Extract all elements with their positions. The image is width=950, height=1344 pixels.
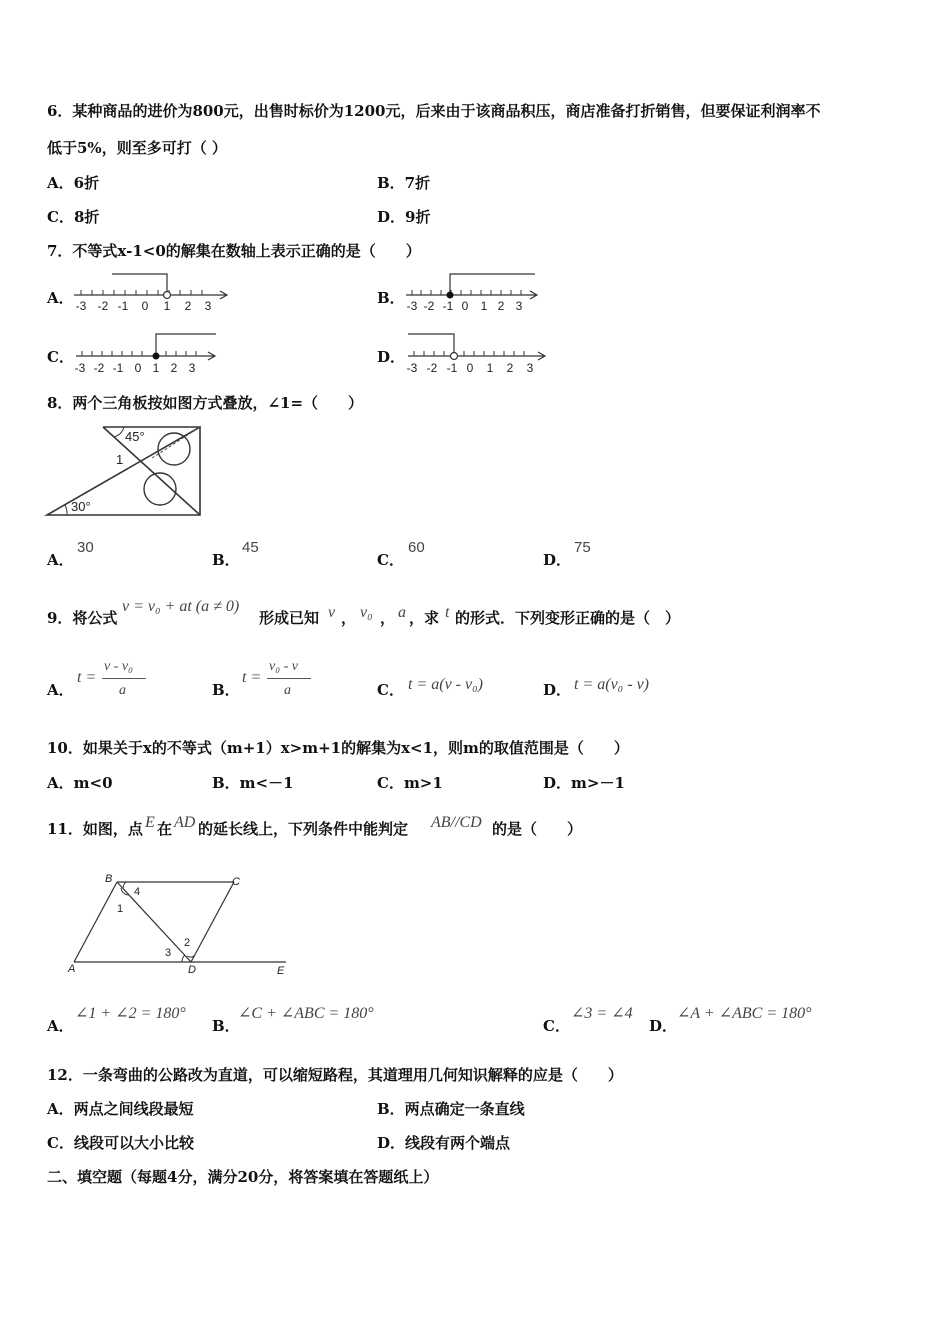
q8-label-a[interactable]: A．	[47, 551, 74, 569]
q9-stem-a: 9．将公式	[47, 609, 118, 627]
tick: -3	[406, 361, 418, 375]
q11-option-d[interactable]: ∠A + ∠ABC = 180°	[677, 1005, 812, 1022]
q12-stem: 12．一条弯曲的公路改为直道，可以缩短路程，其道理用几何知识解释的应是（ ）	[47, 1066, 623, 1084]
q11-parallelogram-figure	[62, 868, 292, 980]
q8-angle-45: 45°	[125, 429, 145, 444]
tick: 3	[515, 299, 523, 313]
q9-option-b-den[interactable]: a	[284, 683, 291, 698]
q7-label-c[interactable]: C．	[47, 348, 74, 366]
q9-label-a[interactable]: A．	[47, 681, 74, 699]
q7-number-line-b[interactable]	[402, 268, 552, 318]
tick: -2	[97, 299, 109, 313]
tick: -3	[74, 361, 86, 375]
q10-option-d[interactable]: D．m>－1	[543, 774, 625, 792]
tick: 0	[466, 361, 474, 375]
tick: 3	[204, 299, 212, 313]
q7-label-d[interactable]: D．	[377, 348, 406, 366]
q10-stem: 10．如果关于x的不等式（m+1）x>m+1的解集为x<1，则m的取值范围是（ ）	[47, 739, 629, 757]
q11-var-ab-cd: AB//CD	[431, 814, 482, 831]
section-2-heading: 二、填空题（每题4分，满分20分，将答案填在答题纸上）	[47, 1168, 439, 1186]
q12-option-a[interactable]: A．两点之间线段最短	[47, 1100, 194, 1118]
q11-option-b[interactable]: ∠C + ∠ABC = 180°	[238, 1005, 374, 1022]
q11-label-b[interactable]: B．	[212, 1017, 240, 1035]
tick: 1	[480, 299, 488, 313]
q9-formula: v = v₀ + at (a ≠ 0)	[122, 598, 240, 615]
q9-label-b[interactable]: B．	[212, 681, 240, 699]
tick: -2	[423, 299, 435, 313]
q9-option-c[interactable]: t = a(v - v₀)	[408, 676, 483, 693]
q8-option-b[interactable]: 45	[242, 539, 259, 556]
q9-stem-b: 形成已知	[259, 609, 320, 627]
tick: 1	[486, 361, 494, 375]
q11-stem-b: 在	[157, 820, 173, 838]
q7-number-line-c[interactable]	[70, 328, 230, 378]
q8-label-c[interactable]: C．	[377, 551, 404, 569]
q7-number-line-d[interactable]	[402, 328, 557, 378]
q8-label-b[interactable]: B．	[212, 551, 240, 569]
q8-option-d[interactable]: 75	[574, 539, 591, 556]
tick: -1	[117, 299, 129, 313]
q10-option-b[interactable]: B．m<－1	[212, 774, 294, 792]
q9-var-t: t	[445, 604, 450, 621]
q6-option-a[interactable]: A．6折	[47, 174, 100, 192]
q11-var-e: E	[145, 814, 155, 831]
tick: -3	[406, 299, 418, 313]
q11-var-ad: AD	[174, 814, 196, 831]
q11-angle-2: 2	[184, 937, 191, 949]
q9-option-a-den[interactable]: a	[119, 683, 126, 698]
tick: 2	[184, 299, 192, 313]
q9-comma: ，	[380, 609, 396, 627]
q8-option-a[interactable]: 30	[77, 539, 94, 556]
q10-option-a[interactable]: A．m<0	[47, 774, 113, 792]
q11-angle-4: 4	[134, 886, 141, 898]
q8-stem: 8．两个三角板按如图方式叠放，∠1=（ ）	[47, 394, 364, 412]
q8-angle-30: 30°	[71, 499, 91, 514]
q9-option-b-lhs[interactable]: t =	[242, 669, 262, 686]
q11-stem-c: 的延长线上，下列条件中能判定	[198, 820, 409, 838]
tick: 0	[134, 361, 142, 375]
q10-option-c[interactable]: C．m>1	[377, 774, 443, 792]
q9-var-a: a	[398, 604, 406, 621]
tick: 2	[506, 361, 514, 375]
q6-option-b[interactable]: B．7折	[377, 174, 431, 192]
tick: -3	[75, 299, 87, 313]
q9-label-d[interactable]: D．	[543, 681, 572, 699]
q8-label-d[interactable]: D．	[543, 551, 572, 569]
tick: -2	[93, 361, 105, 375]
q11-point-e: E	[277, 965, 285, 977]
q11-point-d: D	[188, 964, 196, 976]
q9-stem-d: 的形式．下列变形正确的是（ ）	[455, 609, 681, 627]
q12-option-c[interactable]: C．线段可以大小比较	[47, 1134, 194, 1152]
q9-label-c[interactable]: C．	[377, 681, 404, 699]
q11-angle-1: 1	[117, 903, 124, 915]
tick: 2	[170, 361, 178, 375]
tick: 2	[497, 299, 505, 313]
tick: 1	[163, 299, 171, 313]
tick: -1	[442, 299, 454, 313]
q7-label-a[interactable]: A．	[47, 289, 74, 307]
q9-stem-c: ，求	[409, 609, 440, 627]
q6-stem-line1: 6．某种商品的进价为800元，出售时标价为1200元，后来由于该商品积压，商店准备打折销售，但要保证利润率不	[47, 102, 821, 120]
q11-label-c[interactable]: C．	[543, 1017, 570, 1035]
q11-point-b: B	[105, 873, 113, 885]
q11-stem-a: 11．如图，点	[47, 820, 143, 838]
q8-triangle-figure	[44, 420, 206, 520]
q6-option-c[interactable]: C．8折	[47, 208, 100, 226]
q7-stem: 7．不等式x-1<0的解集在数轴上表示正确的是（ ）	[47, 242, 421, 260]
q11-point-c: C	[232, 876, 240, 888]
tick: 0	[461, 299, 469, 313]
q11-label-d[interactable]: D．	[649, 1017, 678, 1035]
tick: -2	[426, 361, 438, 375]
tick: -1	[446, 361, 458, 375]
q6-option-d[interactable]: D．9折	[377, 208, 431, 226]
q9-option-b-bar	[267, 678, 311, 679]
tick: 1	[152, 361, 160, 375]
tick: 3	[188, 361, 196, 375]
tick: -1	[112, 361, 124, 375]
q12-option-d[interactable]: D．线段有两个端点	[377, 1134, 511, 1152]
q8-angle-1: 1	[116, 452, 124, 467]
q11-option-c[interactable]: ∠3 = ∠4	[571, 1005, 633, 1022]
q9-option-d[interactable]: t = a(v₀ - v)	[574, 676, 649, 693]
q9-option-b-num[interactable]: v₀ - v	[269, 659, 298, 674]
q11-angle-3: 3	[165, 947, 172, 959]
q9-var-v: v	[328, 604, 336, 621]
q9-comma: ，	[341, 609, 357, 627]
tick: 0	[141, 299, 149, 313]
tick: 3	[526, 361, 534, 375]
q6-stem-line2: 低于5%，则至多可打（ ）	[47, 139, 227, 157]
q12-option-b[interactable]: B．两点确定一条直线	[377, 1100, 525, 1118]
q11-label-a[interactable]: A．	[47, 1017, 74, 1035]
q9-var-v0: v₀	[360, 604, 373, 621]
q9-option-a-lhs[interactable]: t =	[77, 669, 97, 686]
q11-stem-d: 的是（ ）	[492, 820, 583, 838]
q7-label-b[interactable]: B．	[377, 289, 405, 307]
q11-option-a[interactable]: ∠1 + ∠2 = 180°	[75, 1005, 186, 1022]
q11-point-a: A	[68, 963, 76, 975]
q7-number-line-a[interactable]	[70, 268, 240, 318]
q9-option-a-num[interactable]: v - v₀	[104, 659, 133, 674]
q8-option-c[interactable]: 60	[408, 539, 425, 556]
q9-option-a-bar	[102, 678, 146, 679]
